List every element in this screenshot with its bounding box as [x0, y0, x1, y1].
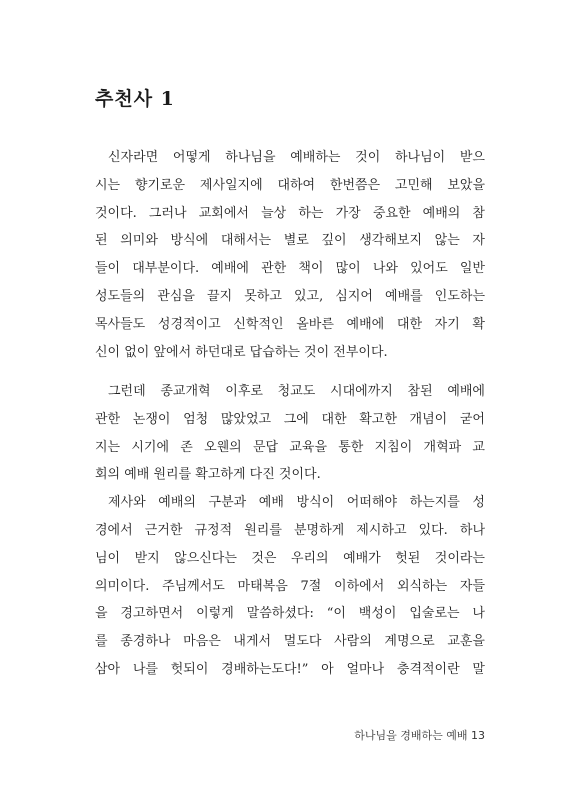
text-line: 성도들의 관심을 끌지 못하고 있고, 심지어 예배를 인도하는 — [95, 288, 485, 304]
text-line: 관한 논쟁이 엄청 많았었고 그에 대한 확고한 개념이 굳어 — [95, 411, 485, 427]
text-line: 신자라면 어떻게 하나님을 예배하는 것이 하나님이 받으 — [108, 150, 485, 165]
text-line: 님이 받지 않으신다는 것은 우리의 예배가 헛된 것이라는 — [95, 550, 485, 566]
text-line: 을 경고하면서 이렇게 말씀하셨다: “이 백성이 입술로는 나 — [95, 606, 485, 622]
page-title: 추천사 1 — [95, 88, 175, 110]
text-line: 목사들도 성경적이고 신학적인 올바른 예배에 대한 자기 확 — [95, 316, 485, 332]
text-line: 신이 없이 앞에서 하던대로 답습하는 것이 전부이다. — [95, 344, 388, 360]
page-footer: 하나님을 경배하는 예배 13 — [354, 729, 485, 742]
text-line: 제사와 예배의 구분과 예배 방식이 어떠해야 하는지를 성 — [108, 495, 485, 511]
text-line: 그런데 종교개혁 이후로 청교도 시대에까지 참된 예배에 — [108, 384, 485, 399]
text-line: 된 의미와 방식에 대해서는 별로 깊이 생각해보지 않는 자 — [95, 233, 485, 249]
text-line: 지는 시기에 존 오웬의 문답 교육을 통한 지침이 개혁파 교 — [95, 439, 485, 455]
text-line: 를 종경하나 마음은 내게서 멀도다 사람의 계명으로 교훈을 — [95, 634, 485, 650]
paragraph-1 — [95, 144, 485, 366]
text-line: 의미이다. 주님께서도 마태복음 7절 이하에서 외식하는 자들 — [95, 578, 485, 594]
text-line: 들이 대부분이다. 예배에 관한 책이 많이 나와 있어도 일반 — [95, 261, 485, 277]
text-line: 회의 예배 원리를 확고하게 다진 것이다. — [95, 467, 321, 483]
text-line: 삼아 나를 헛되이 경배하는도다!” 아 얼마나 충격적이란 말 — [95, 661, 485, 677]
text-line: 경에서 근거한 규정적 원리를 분명하게 제시하고 있다. 하나 — [95, 522, 485, 538]
paragraph-2 — [95, 378, 485, 684]
text-line: 시는 향기로운 제사일지에 대하여 한번쯤은 고민해 보았을 — [95, 177, 485, 193]
text-line: 것이다. 그러나 교회에서 늘상 하는 가장 중요한 예배의 참 — [95, 205, 485, 221]
